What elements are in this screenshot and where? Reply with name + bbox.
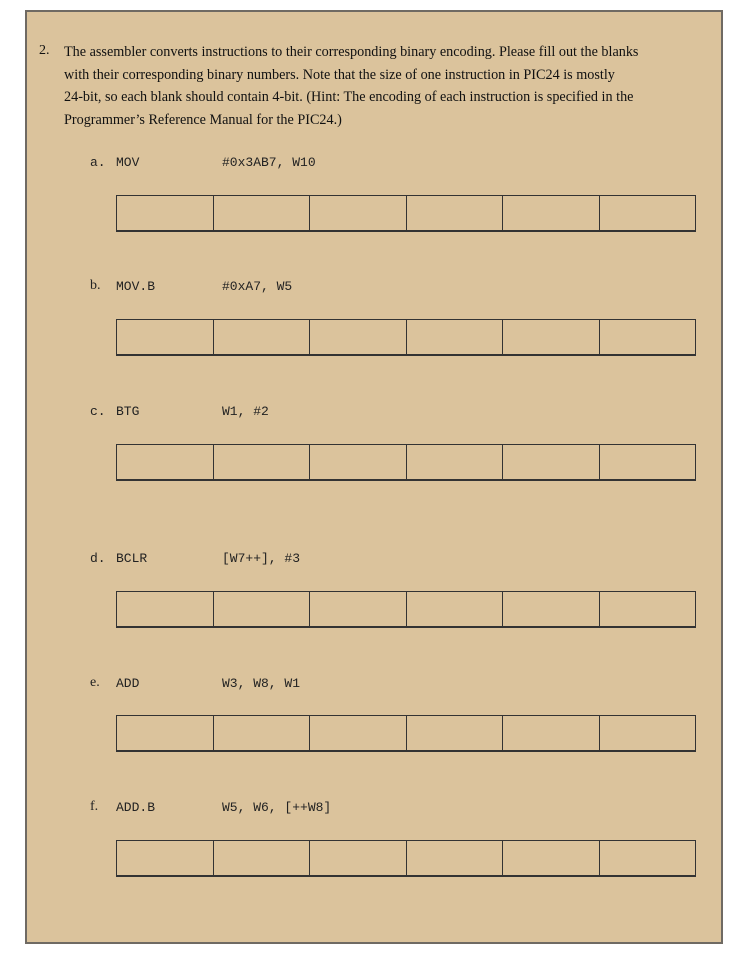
answer-cell[interactable] [214, 196, 311, 230]
answer-cell[interactable] [407, 445, 504, 479]
answer-cell[interactable] [310, 716, 407, 750]
item-mnemonic: BCLR [116, 551, 148, 566]
answer-cell[interactable] [117, 592, 214, 626]
item-operands: #0xA7, W5 [222, 279, 293, 294]
answer-cell[interactable] [117, 716, 214, 750]
question-line: Programmer’s Reference Manual for the PIC24.) [64, 111, 342, 128]
answer-cell[interactable] [407, 592, 504, 626]
answer-cell[interactable] [214, 592, 311, 626]
item-letter: c. [90, 404, 106, 419]
question-line: with their corresponding binary numbers. Note that the size of one instruction in PIC24 is mostly [64, 66, 615, 83]
answer-cell[interactable] [407, 841, 504, 875]
answer-cell[interactable] [503, 445, 600, 479]
answer-cell[interactable] [214, 320, 311, 354]
answer-cell[interactable] [600, 841, 696, 875]
answer-cell[interactable] [503, 716, 600, 750]
answer-grid [116, 840, 696, 877]
question-number: 2. [39, 43, 50, 58]
answer-cell[interactable] [600, 445, 696, 479]
answer-cell[interactable] [600, 592, 696, 626]
answer-cell[interactable] [117, 196, 214, 230]
item-letter: e. [90, 675, 100, 690]
answer-cell[interactable] [310, 196, 407, 230]
item-operands: W1, #2 [222, 404, 269, 419]
question-line: 24-bit, so each blank should contain 4-bit. (Hint: The encoding of each instruction is specified in the [64, 89, 634, 105]
item-letter: b. [90, 278, 101, 293]
answer-cell[interactable] [214, 445, 311, 479]
answer-cell[interactable] [600, 716, 696, 750]
answer-cell[interactable] [407, 716, 504, 750]
item-operands: #0x3AB7, W10 [222, 155, 316, 170]
answer-cell[interactable] [117, 841, 214, 875]
answer-cell[interactable] [310, 445, 407, 479]
answer-grid [116, 444, 696, 481]
item-letter: f. [90, 799, 99, 814]
question-line: The assembler converts instructions to their corresponding binary encoding. Please fill out the blanks [64, 44, 639, 60]
item-operands: [W7++], #3 [222, 551, 301, 566]
item-operands: W5, W6, [++W8] [222, 800, 332, 815]
item-mnemonic: MOV [116, 155, 140, 170]
answer-cell[interactable] [503, 592, 600, 626]
answer-cell[interactable] [600, 320, 696, 354]
answer-cell[interactable] [503, 841, 600, 875]
item-mnemonic: ADD [116, 676, 140, 691]
answer-cell[interactable] [503, 196, 600, 230]
answer-cell[interactable] [407, 320, 504, 354]
answer-cell[interactable] [310, 841, 407, 875]
item-mnemonic: MOV.B [116, 279, 156, 294]
answer-cell[interactable] [310, 320, 407, 354]
item-letter: a. [90, 155, 106, 170]
answer-cell[interactable] [600, 196, 696, 230]
answer-grid [116, 591, 696, 628]
answer-grid [116, 195, 696, 232]
answer-grid [116, 715, 696, 752]
item-mnemonic: ADD.B [116, 800, 156, 815]
item-operands: W3, W8, W1 [222, 676, 301, 691]
answer-cell[interactable] [214, 841, 311, 875]
answer-cell[interactable] [503, 320, 600, 354]
answer-cell[interactable] [117, 445, 214, 479]
question-text [64, 41, 704, 131]
answer-cell[interactable] [407, 196, 504, 230]
answer-cell[interactable] [117, 320, 214, 354]
answer-cell[interactable] [214, 716, 311, 750]
answer-cell[interactable] [310, 592, 407, 626]
item-letter: d. [90, 551, 106, 566]
answer-grid [116, 319, 696, 356]
worksheet-page [25, 10, 723, 944]
item-mnemonic: BTG [116, 404, 140, 419]
